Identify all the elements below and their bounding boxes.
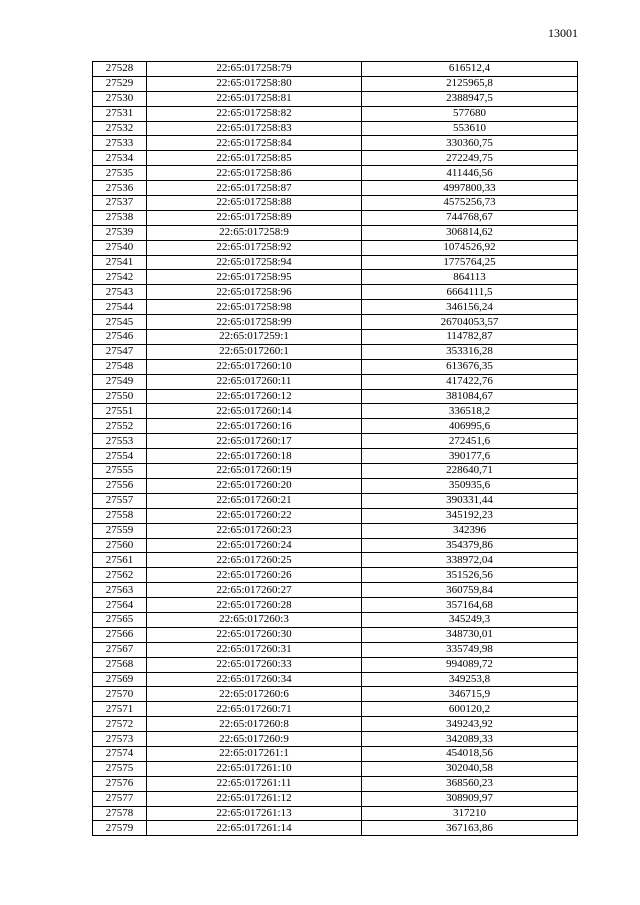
table-row (93, 374, 578, 389)
cadastral-number-cell: 22:65:017260:9 (147, 732, 362, 747)
row-number-cell: 27533 (93, 136, 147, 151)
cadastral-number-cell: 22:65:017260:19 (147, 464, 362, 479)
cadastral-value-cell: 336518,2 (362, 404, 578, 419)
cadastral-number-cell: 22:65:017258:80 (147, 76, 362, 91)
cadastral-value-cell: 744768,67 (362, 210, 578, 225)
cadastral-value-cell: 6664111,5 (362, 285, 578, 300)
cadastral-value-cell: 272451,6 (362, 434, 578, 449)
table-row (93, 568, 578, 583)
table-row (93, 359, 578, 374)
row-number-cell: 27537 (93, 196, 147, 211)
row-number-cell: 27548 (93, 359, 147, 374)
cadastral-value-table (92, 61, 578, 836)
cadastral-value-cell: 349253,8 (362, 672, 578, 687)
table-row (93, 344, 578, 359)
row-number-cell: 27552 (93, 419, 147, 434)
cadastral-value-cell: 345192,23 (362, 508, 578, 523)
table-row (93, 791, 578, 806)
cadastral-value-cell: 330360,75 (362, 136, 578, 151)
cadastral-value-cell: 613676,35 (362, 359, 578, 374)
row-number-cell: 27570 (93, 687, 147, 702)
cadastral-value-cell: 454018,56 (362, 746, 578, 761)
cadastral-value-cell: 417422,76 (362, 374, 578, 389)
table-row (93, 166, 578, 181)
cadastral-number-cell: 22:65:017261:13 (147, 806, 362, 821)
cadastral-value-cell: 864113 (362, 270, 578, 285)
row-number-cell: 27571 (93, 702, 147, 717)
row-number-cell: 27529 (93, 76, 147, 91)
table-row (93, 732, 578, 747)
cadastral-number-cell: 22:65:017260:30 (147, 627, 362, 642)
cadastral-number-cell: 22:65:017260:23 (147, 523, 362, 538)
cadastral-number-cell: 22:65:017258:87 (147, 181, 362, 196)
cadastral-value-cell: 411446,56 (362, 166, 578, 181)
row-number-cell: 27564 (93, 598, 147, 613)
cadastral-value-cell: 338972,04 (362, 553, 578, 568)
cadastral-number-cell: 22:65:017260:71 (147, 702, 362, 717)
table-row (93, 478, 578, 493)
cadastral-value-cell: 616512,4 (362, 62, 578, 77)
cadastral-value-cell: 4575256,73 (362, 196, 578, 211)
cadastral-value-cell: 335749,98 (362, 642, 578, 657)
table-row (93, 181, 578, 196)
cadastral-number-cell: 22:65:017261:10 (147, 761, 362, 776)
table-row (93, 315, 578, 330)
row-number-cell: 27553 (93, 434, 147, 449)
row-number-cell: 27542 (93, 270, 147, 285)
row-number-cell: 27568 (93, 657, 147, 672)
cadastral-value-cell: 2125965,8 (362, 76, 578, 91)
table-row (93, 761, 578, 776)
row-number-cell: 27561 (93, 553, 147, 568)
cadastral-number-cell: 22:65:017258:83 (147, 121, 362, 136)
table-row (93, 627, 578, 642)
table-row (93, 62, 578, 77)
row-number-cell: 27578 (93, 806, 147, 821)
cadastral-number-cell: 22:65:017260:6 (147, 687, 362, 702)
cadastral-value-cell: 346156,24 (362, 300, 578, 315)
cadastral-number-cell: 22:65:017260:18 (147, 449, 362, 464)
cadastral-value-cell: 390331,44 (362, 493, 578, 508)
cadastral-value-cell: 348730,01 (362, 627, 578, 642)
cadastral-value-cell: 994089,72 (362, 657, 578, 672)
table-row (93, 702, 578, 717)
cadastral-number-cell: 22:65:017260:14 (147, 404, 362, 419)
cadastral-number-cell: 22:65:017258:9 (147, 225, 362, 240)
cadastral-number-cell: 22:65:017260:33 (147, 657, 362, 672)
cadastral-value-cell: 1074526,92 (362, 240, 578, 255)
table-row (93, 136, 578, 151)
row-number-cell: 27555 (93, 464, 147, 479)
row-number-cell: 27547 (93, 344, 147, 359)
table-row (93, 687, 578, 702)
cadastral-number-cell: 22:65:017260:17 (147, 434, 362, 449)
row-number-cell: 27567 (93, 642, 147, 657)
cadastral-number-cell: 22:65:017260:31 (147, 642, 362, 657)
cadastral-number-cell: 22:65:017260:12 (147, 389, 362, 404)
cadastral-number-cell: 22:65:017260:21 (147, 493, 362, 508)
row-number-cell: 27557 (93, 493, 147, 508)
table-row (93, 240, 578, 255)
cadastral-number-cell: 22:65:017260:28 (147, 598, 362, 613)
cadastral-value-cell: 351526,56 (362, 568, 578, 583)
row-number-cell: 27545 (93, 315, 147, 330)
cadastral-number-cell: 22:65:017260:16 (147, 419, 362, 434)
cadastral-value-cell: 390177,6 (362, 449, 578, 464)
cadastral-value-cell: 346715,9 (362, 687, 578, 702)
row-number-cell: 27563 (93, 583, 147, 598)
row-number-cell: 27562 (93, 568, 147, 583)
table-row (93, 672, 578, 687)
row-number-cell: 27531 (93, 106, 147, 121)
cadastral-number-cell: 22:65:017259:1 (147, 330, 362, 345)
table-row (93, 91, 578, 106)
cadastral-number-cell: 22:65:017260:26 (147, 568, 362, 583)
row-number-cell: 27566 (93, 627, 147, 642)
cadastral-value-cell: 4997800,33 (362, 181, 578, 196)
cadastral-number-cell: 22:65:017260:22 (147, 508, 362, 523)
row-number-cell: 27534 (93, 151, 147, 166)
cadastral-value-cell: 553610 (362, 121, 578, 136)
cadastral-number-cell: 22:65:017258:86 (147, 166, 362, 181)
cadastral-number-cell: 22:65:017258:98 (147, 300, 362, 315)
table-row (93, 106, 578, 121)
page-number: 13001 (548, 26, 578, 40)
cadastral-value-cell: 349243,92 (362, 717, 578, 732)
cadastral-number-cell: 22:65:017261:11 (147, 776, 362, 791)
table-row (93, 449, 578, 464)
table-row (93, 657, 578, 672)
row-number-cell: 27541 (93, 255, 147, 270)
cadastral-value-cell: 342396 (362, 523, 578, 538)
cadastral-value-cell: 367163,86 (362, 821, 578, 836)
cadastral-number-cell: 22:65:017258:95 (147, 270, 362, 285)
cadastral-value-cell: 381084,67 (362, 389, 578, 404)
row-number-cell: 27569 (93, 672, 147, 687)
row-number-cell: 27556 (93, 478, 147, 493)
cadastral-value-cell: 306814,62 (362, 225, 578, 240)
cadastral-value-cell: 26704053,57 (362, 315, 578, 330)
cadastral-number-cell: 22:65:017261:1 (147, 746, 362, 761)
row-number-cell: 27532 (93, 121, 147, 136)
table-body (93, 62, 578, 836)
cadastral-number-cell: 22:65:017258:92 (147, 240, 362, 255)
table-row (93, 196, 578, 211)
cadastral-value-cell: 360759,84 (362, 583, 578, 598)
cadastral-value-cell: 345249,3 (362, 612, 578, 627)
row-number-cell: 27554 (93, 449, 147, 464)
table-row (93, 508, 578, 523)
table-row (93, 538, 578, 553)
cadastral-value-cell: 308909,97 (362, 791, 578, 806)
cadastral-number-cell: 22:65:017260:25 (147, 553, 362, 568)
row-number-cell: 27550 (93, 389, 147, 404)
row-number-cell: 27574 (93, 746, 147, 761)
table-row (93, 270, 578, 285)
table-row (93, 776, 578, 791)
cadastral-number-cell: 22:65:017260:24 (147, 538, 362, 553)
cadastral-value-cell: 302040,58 (362, 761, 578, 776)
table-row (93, 404, 578, 419)
cadastral-value-cell: 1775764,25 (362, 255, 578, 270)
table-row (93, 300, 578, 315)
table-row (93, 598, 578, 613)
cadastral-value-cell: 353316,28 (362, 344, 578, 359)
table-row (93, 76, 578, 91)
table-row (93, 225, 578, 240)
cadastral-number-cell: 22:65:017258:84 (147, 136, 362, 151)
cadastral-value-cell: 272249,75 (362, 151, 578, 166)
row-number-cell: 27546 (93, 330, 147, 345)
table-row (93, 553, 578, 568)
table-row (93, 717, 578, 732)
row-number-cell: 27551 (93, 404, 147, 419)
row-number-cell: 27540 (93, 240, 147, 255)
table-row (93, 523, 578, 538)
cadastral-number-cell: 22:65:017261:12 (147, 791, 362, 806)
table-row (93, 210, 578, 225)
table-row (93, 583, 578, 598)
row-number-cell: 27579 (93, 821, 147, 836)
row-number-cell: 27576 (93, 776, 147, 791)
cadastral-value-cell: 317210 (362, 806, 578, 821)
cadastral-value-cell: 114782,87 (362, 330, 578, 345)
row-number-cell: 27543 (93, 285, 147, 300)
table-row (93, 642, 578, 657)
row-number-cell: 27538 (93, 210, 147, 225)
row-number-cell: 27558 (93, 508, 147, 523)
cadastral-number-cell: 22:65:017258:99 (147, 315, 362, 330)
cadastral-number-cell: 22:65:017258:82 (147, 106, 362, 121)
table-row (93, 434, 578, 449)
cadastral-number-cell: 22:65:017258:79 (147, 62, 362, 77)
row-number-cell: 27549 (93, 374, 147, 389)
cadastral-number-cell: 22:65:017260:8 (147, 717, 362, 732)
table-row (93, 493, 578, 508)
row-number-cell: 27536 (93, 181, 147, 196)
cadastral-value-cell: 342089,33 (362, 732, 578, 747)
cadastral-number-cell: 22:65:017258:81 (147, 91, 362, 106)
cadastral-value-cell: 406995,6 (362, 419, 578, 434)
row-number-cell: 27577 (93, 791, 147, 806)
cadastral-number-cell: 22:65:017258:85 (147, 151, 362, 166)
table-row (93, 746, 578, 761)
table-row (93, 464, 578, 479)
cadastral-number-cell: 22:65:017258:94 (147, 255, 362, 270)
row-number-cell: 27559 (93, 523, 147, 538)
cadastral-value-cell: 228640,71 (362, 464, 578, 479)
cadastral-number-cell: 22:65:017260:10 (147, 359, 362, 374)
cadastral-number-cell: 22:65:017260:1 (147, 344, 362, 359)
cadastral-number-cell: 22:65:017260:34 (147, 672, 362, 687)
table-row (93, 612, 578, 627)
cadastral-value-cell: 2388947,5 (362, 91, 578, 106)
cadastral-number-cell: 22:65:017260:20 (147, 478, 362, 493)
cadastral-number-cell: 22:65:017260:11 (147, 374, 362, 389)
cadastral-value-cell: 357164,68 (362, 598, 578, 613)
table-row (93, 151, 578, 166)
cadastral-value-cell: 354379,86 (362, 538, 578, 553)
table-row (93, 330, 578, 345)
cadastral-number-cell: 22:65:017260:3 (147, 612, 362, 627)
row-number-cell: 27565 (93, 612, 147, 627)
row-number-cell: 27575 (93, 761, 147, 776)
row-number-cell: 27535 (93, 166, 147, 181)
cadastral-number-cell: 22:65:017261:14 (147, 821, 362, 836)
row-number-cell: 27560 (93, 538, 147, 553)
table-row (93, 389, 578, 404)
cadastral-number-cell: 22:65:017260:27 (147, 583, 362, 598)
row-number-cell: 27539 (93, 225, 147, 240)
table-row (93, 285, 578, 300)
cadastral-value-cell: 350935,6 (362, 478, 578, 493)
cadastral-number-cell: 22:65:017258:96 (147, 285, 362, 300)
row-number-cell: 27528 (93, 62, 147, 77)
row-number-cell: 27544 (93, 300, 147, 315)
row-number-cell: 27530 (93, 91, 147, 106)
table-row (93, 255, 578, 270)
table-row (93, 121, 578, 136)
row-number-cell: 27572 (93, 717, 147, 732)
table-row (93, 806, 578, 821)
cadastral-value-cell: 577680 (362, 106, 578, 121)
row-number-cell: 27573 (93, 732, 147, 747)
table-row (93, 821, 578, 836)
cadastral-number-cell: 22:65:017258:89 (147, 210, 362, 225)
table-row (93, 419, 578, 434)
cadastral-number-cell: 22:65:017258:88 (147, 196, 362, 211)
cadastral-value-cell: 600120,2 (362, 702, 578, 717)
cadastral-value-cell: 368560,23 (362, 776, 578, 791)
